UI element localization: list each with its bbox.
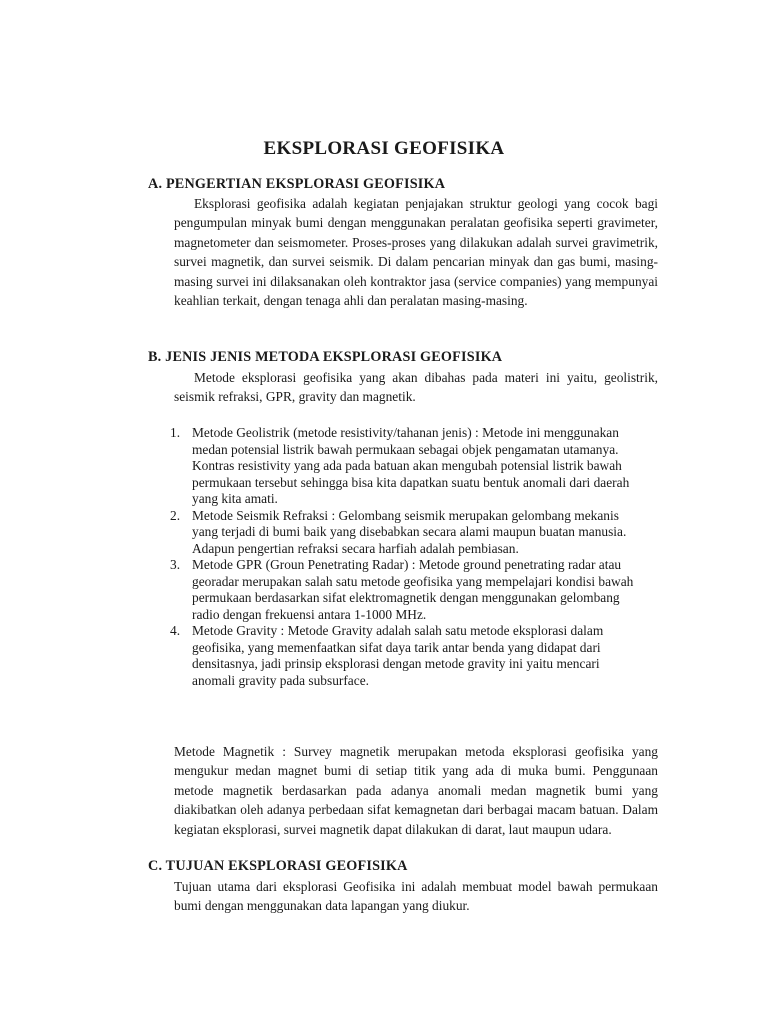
section-a-heading: A. PENGERTIAN EKSPLORASI GEOFISIKA bbox=[148, 176, 446, 192]
section-a-paragraph: Eksplorasi geofisika adalah kegiatan penjajakan struktur geologi yang cocok bagi pengumpulan minyak bumi dengan menggunakan peralatan geofisika seperti gravimeter, magnetometer dan seismometer. Proses-proses yang dilakukan adalah survei gravimetrik, survei magnetik, dan survei seismik. Di dalam pencarian minyak dan gas bumi, masing-masing survei ini dilaksanakan oleh kontraktor jasa (service companies) yang mempunyai keahlian terkait, dengan tenaga ahli dan peralatan masing-masing. bbox=[174, 196, 658, 309]
section-b-heading: B. JENIS JENIS METODA EKSPLORASI GEOFISIKA bbox=[148, 349, 503, 365]
list-item-text: Metode Seismik Refraksi : Gelombang seismik merupakan gelombang mekanis yang terjadi di bumi baik yang disebabkan secara alami maupun buatan manusia. Adapun pengertian refraksi secara harfiah adalah pembiasan. bbox=[192, 507, 627, 556]
list-number: 1. bbox=[170, 425, 181, 440]
list-item bbox=[166, 508, 646, 558]
section-c-heading: C. TUJUAN EKSPLORASI GEOFISIKA bbox=[148, 858, 408, 874]
list-number: 3. bbox=[170, 557, 181, 572]
list-item-text: Metode Geolistrik (metode resistivity/tahanan jenis) : Metode ini menggunakan medan potensial listrik bawah permukaan sebagai objek pengamatan utamanya. Kontras resistivity yang ada pada batuan akan mengubah potensial listrik bawah permukaan tersebut sehingga bisa kita dapatkan suatu bentuk anomali dari daerah yang kita amati. bbox=[192, 425, 630, 506]
magnetik-paragraph: Metode Magnetik : Survey magnetik merupakan metoda eksplorasi geofisika yang mengukur medan magnet bumi di setiap titik yang ada di muka bumi. Penggunaan metode magnetik berdasarkan pada adanya anomali medan magnetik bumi yang diakibatkan oleh adanya perbedaan sifat kemagnetan dari berbagai macam batuan. Dalam kegiatan eksplorasi, survei magnetik dapat dilakukan di darat, laut maupun udara. bbox=[174, 744, 658, 837]
list-number: 4. bbox=[170, 623, 181, 638]
section-b-intro: Metode eksplorasi geofisika yang akan dibahas pada materi ini yaitu, geolistrik, seismik refraksi, GPR, gravity dan magnetik. bbox=[174, 370, 658, 405]
list-item bbox=[166, 623, 646, 689]
list-item-text: Metode GPR (Groun Penetrating Radar) : Metode ground penetrating radar atau georadar merupakan salah satu metode geofisika yang mempelajari kondisi bawah permukaan berdasarkan sifat elektromagnetik dengan menggunakan gelombang radio dengan frekuensi antara 1-1000 MHz. bbox=[192, 557, 634, 622]
method-list bbox=[166, 425, 646, 689]
list-number: 2. bbox=[170, 507, 181, 523]
list-item bbox=[166, 425, 646, 508]
section-c-paragraph: Tujuan utama dari eksplorasi Geofisika ini adalah membuat model bawah permukaan bumi dengan menggunakan data lapangan yang diukur. bbox=[174, 879, 658, 914]
list-item-text: Metode Gravity : Metode Gravity adalah salah satu metode eksplorasi dalam geofisika, yang memenfaatkan sifat daya tarik antar benda yang didapat dari densitasnya, jadi prinsip eksplorasi dengan metode gravity ini yaitu mencari anomali gravity pada subsurface. bbox=[192, 623, 604, 688]
page-title: EKSPLORASI GEOFISIKA bbox=[263, 138, 505, 159]
list-item bbox=[166, 557, 646, 623]
